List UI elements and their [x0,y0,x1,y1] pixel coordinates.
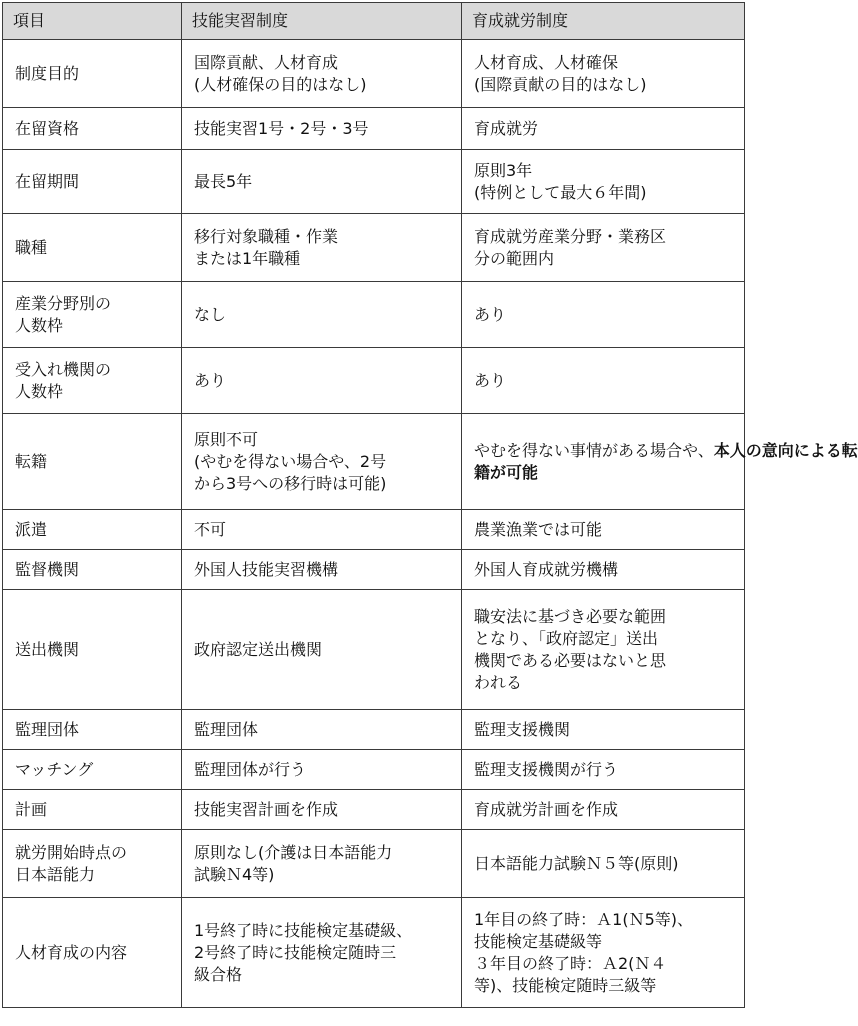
cell-line: 監理支援機関 [474,719,571,739]
cell-line: 育成就労産業分野・業務区 [474,226,667,246]
cell-item [3,550,182,590]
header-ikusei-shuro: 育成就労制度 [462,3,745,40]
cell-line: 政府認定送出機関 [194,639,323,659]
table-row [3,282,745,348]
cell-item [3,510,182,550]
cell-ikusei-shuro [462,40,745,108]
cell-technical-intern [182,898,462,1008]
emphasis-text: 籍が可能 [474,462,539,482]
cell-ikusei-shuro [462,282,745,348]
cell-line: 機関である必要はないと思 [474,650,667,670]
cell-line: 派遣 [15,519,48,539]
table-row [3,830,745,898]
cell-item [3,214,182,282]
cell-line: 等)、技能検定随時三級等 [474,975,657,995]
cell-line: となり、「政府認定」送出 [474,628,659,648]
cell-line: 計画 [15,799,48,819]
cell-line: 送出機関 [15,639,80,659]
cell-item [3,790,182,830]
cell-line: マッチング [15,759,94,779]
cell-line: (特例として最大６年間) [474,182,647,202]
cell-line: 技能実習計画を作成 [194,799,339,819]
cell-ikusei-shuro [462,750,745,790]
table-row [3,710,745,750]
cell-line [474,440,858,462]
cell-line: 人材育成、人材確保 [474,52,619,72]
cell-technical-intern [182,282,462,348]
cell-line: 1号終了時に技能検定基礎級、 [194,920,413,940]
cell-line: または1年職種 [194,248,301,268]
cell-line: 育成就労計画を作成 [474,799,619,819]
cell-item [3,898,182,1008]
cell-technical-intern [182,750,462,790]
cell-line: 原則3年 [474,160,533,180]
cell-ikusei-shuro [462,108,745,150]
header-item: 項目 [3,3,182,40]
cell-line: 外国人技能実習機構 [194,559,339,579]
cell-line: 監理団体が行う [194,759,307,779]
cell-line: 監理団体 [194,719,259,739]
cell-technical-intern [182,830,462,898]
cell-line: (国際貢献の目的はなし) [474,74,647,94]
cell-item [3,282,182,348]
cell-text: 合や、 [666,440,714,460]
cell-item [3,414,182,510]
cell-line: 監理支援機関が行う [474,759,619,779]
cell-ikusei-shuro [462,348,745,414]
cell-technical-intern [182,108,462,150]
cell-line: 技能実習1号・2号・3号 [194,118,369,138]
cell-line: 監督機関 [15,559,80,579]
table-row [3,898,745,1008]
cell-line: 移行対象職種・作業 [194,226,339,246]
cell-line: われる [474,672,523,692]
cell-line: 日本語能力試験Ｎ５等(原則) [474,853,679,873]
cell-ikusei-shuro [462,790,745,830]
cell-technical-intern [182,40,462,108]
cell-ikusei-shuro [462,510,745,550]
table-row [3,550,745,590]
cell-item [3,710,182,750]
cell-line: なし [194,304,227,324]
cell-ikusei-shuro [462,550,745,590]
cell-line: 職種 [15,237,48,257]
cell-item [3,750,182,790]
cell-technical-intern [182,550,462,590]
cell-line [474,462,736,484]
cell-item [3,150,182,214]
cell-technical-intern [182,150,462,214]
emphasis-text: 本人の意向による転 [713,440,858,460]
table-row [3,510,745,550]
table-row [3,214,745,282]
cell-line: ３年目の終了時：Ａ2(Ｎ４ [474,953,667,973]
cell-line: 制度目的 [15,63,80,83]
cell-line: 技能検定基礎級等 [474,931,603,951]
cell-line: 分の範囲内 [474,248,555,268]
cell-line: 国際貢献、人材育成 [194,52,339,72]
cell-line: 原則なし(介護は日本語能力 [194,842,393,862]
table-row [3,108,745,150]
header-technical-intern: 技能実習制度 [182,3,462,40]
cell-item [3,40,182,108]
cell-line: あり [474,304,507,324]
table-row [3,348,745,414]
cell-line: 育成就労 [474,118,539,138]
cell-line: (人材確保の目的はなし) [194,74,367,94]
cell-line: 人数枠 [15,315,64,335]
cell-ikusei-shuro [462,414,858,510]
cell-line: から3号への移行時は可能) [194,473,387,493]
table-row [3,40,745,108]
cell-text: やむを得ない事情がある場 [474,440,667,460]
header-row [3,3,745,40]
cell-line: あり [194,370,227,390]
cell-technical-intern [182,710,462,750]
cell-item [3,830,182,898]
table-row [3,150,745,214]
table-row [3,790,745,830]
cell-technical-intern [182,414,462,510]
cell-line: 農業漁業では可能 [474,519,603,539]
cell-ikusei-shuro [462,214,745,282]
cell-line: 監理団体 [15,719,80,739]
table-row [3,414,745,510]
cell-ikusei-shuro [462,830,745,898]
cell-ikusei-shuro [462,150,745,214]
cell-item [3,108,182,150]
cell-ikusei-shuro [462,710,745,750]
cell-ikusei-shuro [462,590,745,710]
cell-technical-intern [182,510,462,550]
cell-line: 試験Ｎ4等) [194,864,275,884]
cell-line: 原則不可 [194,429,259,449]
cell-line: 不可 [194,519,227,539]
cell-technical-intern [182,590,462,710]
cell-technical-intern [182,348,462,414]
cell-line: (やむを得ない場合や、2号 [194,451,387,471]
cell-line: 外国人育成就労機構 [474,559,619,579]
cell-line: 受入れ機関の [15,359,112,379]
cell-line: 職安法に基づき必要な範囲 [474,606,667,626]
cell-line: 人数枠 [15,381,64,401]
cell-line: 在留期間 [15,171,80,191]
cell-line: 産業分野別の [15,293,112,313]
cell-technical-intern [182,790,462,830]
table-row [3,750,745,790]
comparison-table [2,2,858,1008]
cell-line: 日本語能力 [15,864,96,884]
table-row [3,590,745,710]
cell-line: 就労開始時点の [15,842,128,862]
cell-line: 1年目の終了時：Ａ1(Ｎ5等)、 [474,909,694,929]
cell-line: 在留資格 [15,118,80,138]
cell-line: 転籍 [15,451,48,471]
cell-technical-intern [182,214,462,282]
cell-item [3,590,182,710]
cell-ikusei-shuro [462,898,745,1008]
cell-line: 級合格 [194,964,243,984]
cell-line: 2号終了時に技能検定随時三 [194,942,397,962]
cell-line: あり [474,370,507,390]
cell-line: 人材育成の内容 [15,942,128,962]
cell-line: 最長5年 [194,171,253,191]
cell-item [3,348,182,414]
